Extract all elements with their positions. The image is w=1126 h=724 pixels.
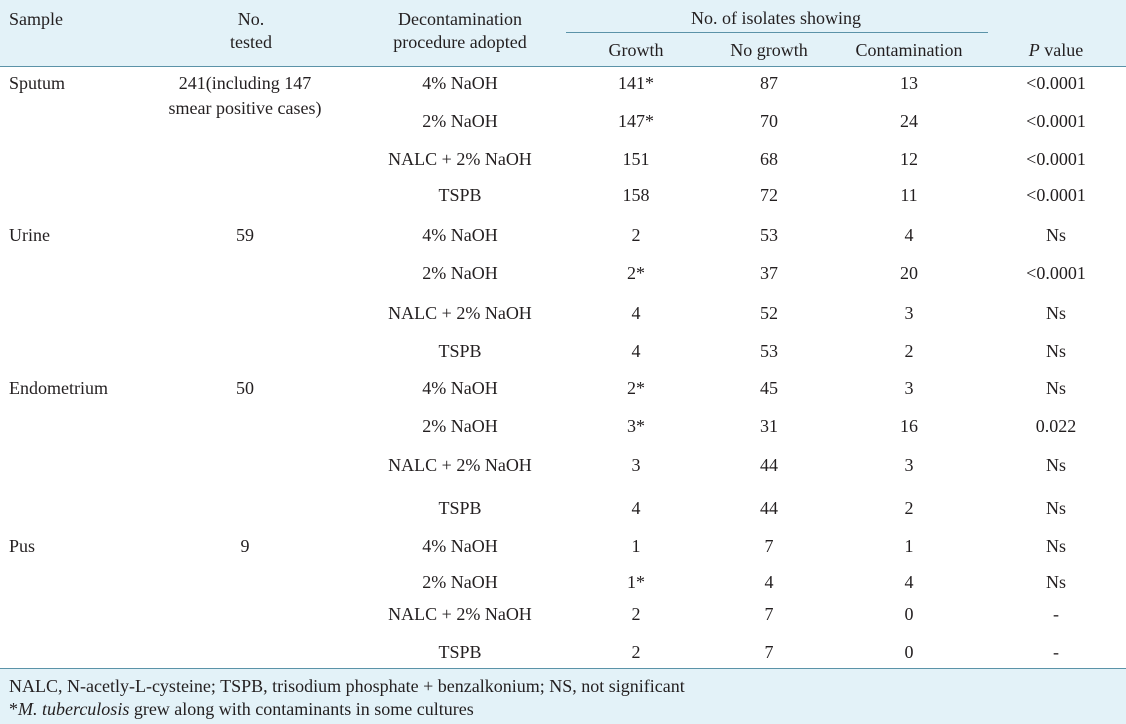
sample-label: Endometrium xyxy=(9,378,108,398)
col-header-p-value: P value xyxy=(1028,40,1084,60)
procedure-cell: 4% NaOH xyxy=(422,225,498,245)
procedure-cell: TSPB xyxy=(438,498,482,518)
col-header-isolates-group: No. of isolates showing xyxy=(691,8,861,28)
no-growth-cell: 45 xyxy=(760,378,778,398)
no-growth-cell: 7 xyxy=(764,604,774,624)
table-row xyxy=(0,641,1126,663)
no-growth-cell: 52 xyxy=(760,303,778,323)
table-row xyxy=(0,454,1126,476)
procedure-cell: NALC + 2% NaOH xyxy=(388,604,532,624)
procedure-cell: TSPB xyxy=(438,642,482,662)
p-value-cell: Ns xyxy=(1045,225,1067,245)
p-value-cell: 0.022 xyxy=(1035,416,1077,436)
growth-cell: 151 xyxy=(622,149,650,169)
contamination-cell: 2 xyxy=(904,498,914,518)
growth-cell: 4 xyxy=(631,498,641,518)
col-header-tested-line1: No. xyxy=(237,9,265,29)
col-header-procedure-line2: procedure adopted xyxy=(393,32,527,52)
contamination-cell: 0 xyxy=(904,642,914,662)
growth-cell: 2 xyxy=(631,642,641,662)
growth-cell: 1* xyxy=(627,572,645,592)
footnote-asterisk: *M. tuberculosis grew along with contaminants in some cultures xyxy=(9,699,474,719)
growth-cell: 2* xyxy=(627,378,645,398)
p-value-cell: Ns xyxy=(1045,341,1067,361)
growth-cell: 4 xyxy=(631,303,641,323)
procedure-cell: 4% NaOH xyxy=(422,73,498,93)
p-value-cell: Ns xyxy=(1045,378,1067,398)
contamination-cell: 11 xyxy=(900,185,918,205)
contamination-cell: 3 xyxy=(904,378,914,398)
contamination-cell: 2 xyxy=(904,341,914,361)
table-row xyxy=(0,340,1126,362)
p-value-cell: Ns xyxy=(1045,303,1067,323)
footnote-abbreviations: NALC, N-acetly-L-cysteine; TSPB, trisodium phosphate + benzalkonium; NS, not significant xyxy=(9,676,685,696)
contamination-cell: 3 xyxy=(904,303,914,323)
no-growth-cell: 53 xyxy=(760,225,778,245)
no-growth-cell: 7 xyxy=(764,536,774,556)
tested-count: 50 xyxy=(236,378,254,398)
p-value-cell: <0.0001 xyxy=(1026,73,1086,93)
tested-count: 59 xyxy=(236,225,254,245)
p-value-cell: Ns xyxy=(1045,572,1067,592)
contamination-cell: 0 xyxy=(904,604,914,624)
p-value-cell: <0.0001 xyxy=(1026,149,1086,169)
sample-label: Sputum xyxy=(9,73,66,93)
no-growth-cell: 37 xyxy=(760,263,778,283)
procedure-cell: 2% NaOH xyxy=(422,263,498,283)
p-value-cell: Ns xyxy=(1045,498,1067,518)
sample-label: Urine xyxy=(9,225,50,245)
p-value-cell: Ns xyxy=(1045,536,1067,556)
procedure-cell: 2% NaOH xyxy=(422,111,498,131)
procedure-cell: 2% NaOH xyxy=(422,416,498,436)
contamination-cell: 12 xyxy=(900,149,918,169)
procedure-cell: NALC + 2% NaOH xyxy=(388,303,532,323)
procedure-cell: NALC + 2% NaOH xyxy=(388,455,532,475)
table-row xyxy=(0,224,1126,246)
contamination-cell: 16 xyxy=(900,416,918,436)
p-value-cell: <0.0001 xyxy=(1026,185,1086,205)
contamination-cell: 4 xyxy=(904,225,914,245)
table-row xyxy=(0,148,1126,170)
no-growth-cell: 44 xyxy=(760,498,778,518)
table-row xyxy=(0,415,1126,437)
p-value-cell: <0.0001 xyxy=(1026,263,1086,283)
table-row xyxy=(0,535,1126,557)
procedure-cell: 4% NaOH xyxy=(422,536,498,556)
p-value-cell: Ns xyxy=(1045,455,1067,475)
table-row xyxy=(0,497,1126,519)
growth-cell: 147* xyxy=(618,111,654,131)
procedure-cell: NALC + 2% NaOH xyxy=(388,149,532,169)
growth-cell: 3 xyxy=(631,455,641,475)
growth-cell: 3* xyxy=(627,416,645,436)
contamination-cell: 3 xyxy=(904,455,914,475)
table-row xyxy=(0,110,1126,132)
no-growth-cell: 44 xyxy=(760,455,778,475)
table-row xyxy=(0,302,1126,324)
no-growth-cell: 53 xyxy=(760,341,778,361)
growth-cell: 2 xyxy=(631,604,641,624)
tested-count: 241(including 147 xyxy=(178,73,312,93)
contamination-cell: 13 xyxy=(900,73,918,93)
header-group-divider xyxy=(566,32,988,33)
table-row xyxy=(0,72,1126,94)
no-growth-cell: 7 xyxy=(764,642,774,662)
col-header-contamination: Contamination xyxy=(855,40,963,60)
no-growth-cell: 87 xyxy=(760,73,778,93)
no-growth-cell: 4 xyxy=(764,572,774,592)
table-row xyxy=(0,571,1126,593)
growth-cell: 2 xyxy=(631,225,641,245)
no-growth-cell: 31 xyxy=(760,416,778,436)
contamination-cell: 1 xyxy=(904,536,914,556)
table-footnotes xyxy=(0,668,1126,724)
tested-count: 9 xyxy=(240,536,250,556)
contamination-cell: 24 xyxy=(900,111,918,131)
no-growth-cell: 68 xyxy=(760,149,778,169)
col-header-growth: Growth xyxy=(608,40,664,60)
tested-count-note: smear positive cases) xyxy=(168,98,322,118)
col-header-sample: Sample xyxy=(9,9,63,29)
growth-cell: 4 xyxy=(631,341,641,361)
p-value-cell: - xyxy=(1053,642,1059,662)
contamination-cell: 4 xyxy=(904,572,914,592)
table-row xyxy=(0,262,1126,284)
growth-cell: 2* xyxy=(627,263,645,283)
p-value-cell: <0.0001 xyxy=(1026,111,1086,131)
col-header-tested-line2: tested xyxy=(230,32,272,52)
no-growth-cell: 70 xyxy=(760,111,778,131)
table-row xyxy=(0,377,1126,399)
col-header-procedure-line1: Decontamination xyxy=(398,9,522,29)
contamination-cell: 20 xyxy=(900,263,918,283)
col-header-no-growth: No growth xyxy=(730,40,808,60)
p-value-cell: - xyxy=(1053,604,1059,624)
procedure-cell: TSPB xyxy=(438,185,482,205)
procedure-cell: 2% NaOH xyxy=(422,572,498,592)
growth-cell: 158 xyxy=(622,185,650,205)
growth-cell: 141* xyxy=(618,73,654,93)
no-growth-cell: 72 xyxy=(760,185,778,205)
procedure-cell: TSPB xyxy=(438,341,482,361)
procedure-cell: 4% NaOH xyxy=(422,378,498,398)
sample-label: Pus xyxy=(9,536,36,556)
table-header xyxy=(0,0,1126,67)
growth-cell: 1 xyxy=(631,536,641,556)
table-row xyxy=(0,603,1126,625)
table-row xyxy=(0,184,1126,206)
